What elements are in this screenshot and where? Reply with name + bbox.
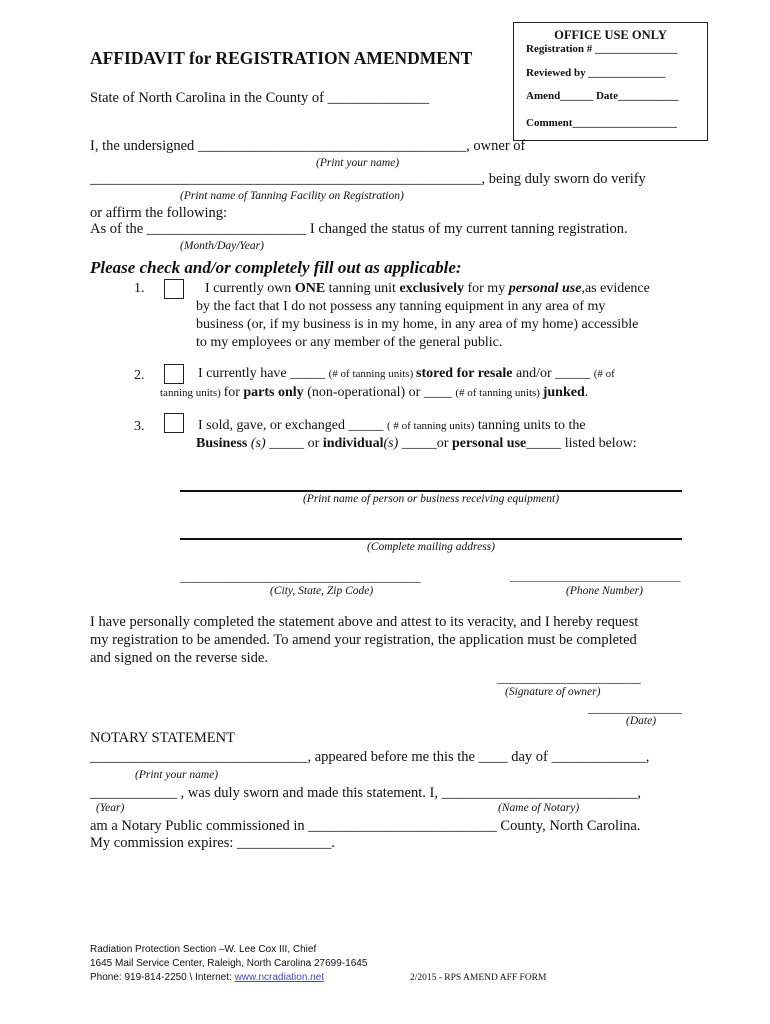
- comment-field[interactable]: Comment___________________: [526, 117, 677, 129]
- mailing-address-line[interactable]: [180, 538, 682, 540]
- footer-address-line: 1645 Mail Service Center, Raleigh, North Carolina 27699-1645: [90, 958, 368, 969]
- website-link[interactable]: www.ncradiation.net: [234, 972, 325, 983]
- state-county-line[interactable]: State of North Carolina in the County of ______________: [90, 90, 430, 106]
- registration-number-field[interactable]: Registration # _______________: [526, 43, 678, 55]
- footer-contact-line: Phone: 919-814-2250 \ Internet: www.ncradiation.net: [90, 972, 325, 983]
- as-of-line[interactable]: As of the ______________________ I changed the status of my current tanning registration.: [90, 221, 628, 237]
- item-1-line-4: to my employees or any member of the general public.: [196, 335, 503, 350]
- notary-print-name-caption: (Print your name): [135, 769, 219, 781]
- page-title: AFFIDAVIT for REGISTRATION AMENDMENT: [90, 48, 473, 68]
- item-2-line-2: tanning units) for parts only (non-operational) or ____ (# of tanning units) junked.: [160, 385, 589, 400]
- footer-section-line: Radiation Protection Section –W. Lee Cox III, Chief: [90, 944, 317, 955]
- notary-line-4[interactable]: My commission expires: _____________.: [90, 835, 335, 851]
- item-1-line-1: I currently own ONE tanning unit exclusively for my personal use,as evidence: [205, 281, 650, 296]
- notary-line-2[interactable]: ____________ , was duly sworn and made this statement. I, ___________________________,: [90, 785, 641, 801]
- item-1-line-3: business (or, if my business is in my home, in any area of my home) accessible: [196, 317, 639, 332]
- item-1-checkbox[interactable]: [164, 279, 184, 300]
- city-state-zip-line[interactable]: _____________________________________: [180, 569, 421, 584]
- reviewed-by-field[interactable]: Reviewed by ______________: [526, 67, 666, 79]
- phone-line[interactable]: _______________________________: [510, 571, 681, 583]
- notary-heading: NOTARY STATEMENT: [90, 730, 235, 746]
- notary-line-3[interactable]: am a Notary Public commissioned in __________________________ County, North Carolina.: [90, 818, 641, 834]
- facility-caption: (Print name of Tanning Facility on Registration): [180, 190, 404, 202]
- item-1-line-2: by the fact that I do not possess any tanning equipment in any area of my: [196, 299, 606, 314]
- item-2-checkbox[interactable]: [164, 364, 184, 385]
- item-3-number: 3.: [134, 419, 145, 434]
- attest-line-1: I have personally completed the statement above and attest to its veracity, and I hereby request: [90, 614, 639, 630]
- receiver-name-line[interactable]: [180, 490, 682, 492]
- facility-line[interactable]: ______________________________________________________, being duly sworn do verify: [90, 171, 646, 187]
- mailing-address-caption: (Complete mailing address): [366, 541, 495, 553]
- phone-caption: (Phone Number): [566, 585, 643, 597]
- print-name-caption: (Print your name): [316, 157, 400, 169]
- date-line[interactable]: _______________: [588, 701, 682, 715]
- affirm-line: or affirm the following:: [90, 205, 228, 221]
- item-2-line-1: I currently have _____ (# of tanning units) stored for resale and/or _____ (# of: [198, 366, 615, 381]
- instructions-heading: Please check and/or completely fill out as applicable:: [90, 258, 462, 277]
- item-3-line-2: Business (s) _____ or individual(s) _____or personal use_____ listed below:: [196, 436, 637, 451]
- date-caption-signature: (Date): [626, 715, 657, 727]
- amend-date-field[interactable]: Amend______ Date___________: [526, 90, 679, 102]
- office-use-title: OFFICE USE ONLY: [554, 28, 667, 42]
- notary-line-1[interactable]: ______________________________, appeared before me this the ____ day of _____________,: [90, 749, 650, 765]
- attest-line-3: and signed on the reverse side.: [90, 650, 268, 666]
- item-3-line-1: I sold, gave, or exchanged _____ ( # of tanning units) tanning units to the: [198, 418, 586, 433]
- item-3-checkbox[interactable]: [164, 413, 184, 434]
- undersigned-line[interactable]: I, the undersigned _____________________________________, owner of: [90, 138, 526, 154]
- signature-line[interactable]: _______________________: [497, 671, 641, 685]
- signature-caption: (Signature of owner): [505, 686, 601, 698]
- item-1-number: 1.: [134, 281, 145, 296]
- notary-year-caption: (Year): [96, 802, 125, 814]
- city-state-zip-caption: (City, State, Zip Code): [270, 585, 374, 597]
- attest-line-2: my registration to be amended. To amend your registration, the application must be completed: [90, 632, 637, 648]
- notary-name-caption: (Name of Notary): [498, 802, 580, 814]
- item-2-number: 2.: [134, 368, 145, 383]
- receiver-name-caption: (Print name of person or business receiving equipment): [302, 493, 560, 505]
- form-id: 2/2015 - RPS AMEND AFF FORM: [410, 973, 547, 983]
- date-caption: (Month/Day/Year): [180, 240, 264, 252]
